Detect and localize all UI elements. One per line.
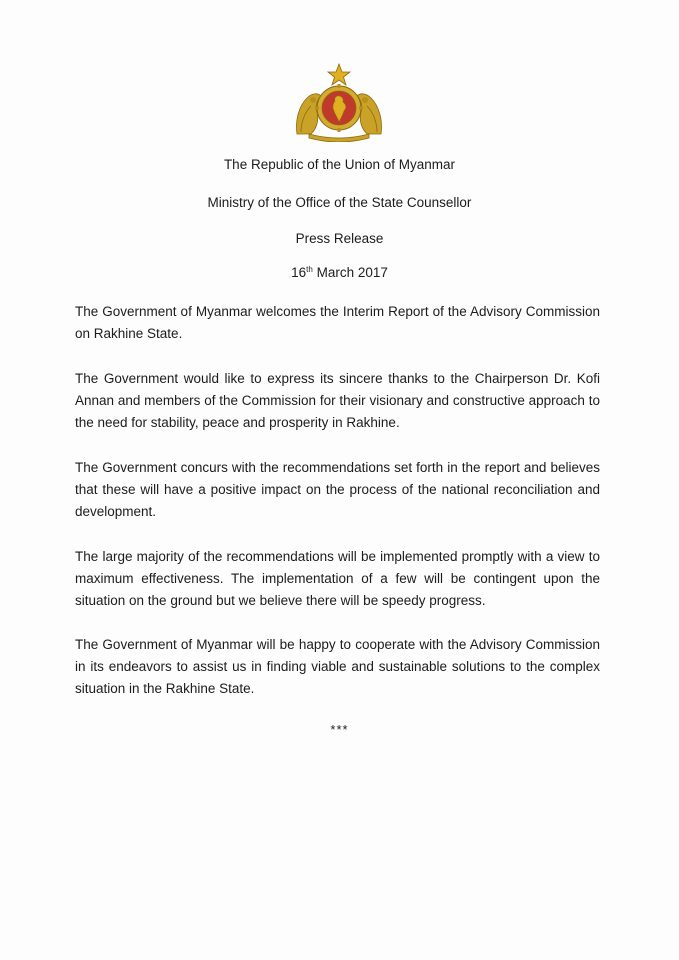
date-suffix: th — [306, 265, 313, 274]
paragraph-thanks: The Government would like to express its sincere thanks to the Chairperson Dr. Kofi Annan and members of the Commission for their visionary and constructive approach to the need for stability, peace and prosperity in Rakhine. — [75, 371, 600, 430]
press-release-heading: Press Release — [295, 231, 384, 246]
state-seal-emblem — [291, 62, 387, 142]
paragraph-concurs: The Government concurs with the recommendations set forth in the report and believes that these will have a positive impact on the process of the national reconciliation and development. — [75, 460, 600, 519]
ministry-heading: Ministry of the Office of the State Counsellor — [207, 195, 472, 210]
release-date — [0, 264, 679, 282]
republic-heading: The Republic of the Union of Myanmar — [223, 157, 456, 172]
paragraph-welcome: The Government of Myanmar welcomes the Interim Report of the Advisory Commission on Rakhine State. — [75, 304, 600, 341]
date-month-year: March 2017 — [312, 265, 388, 280]
paragraph-implementation: The large majority of the recommendations will be implemented promptly with a view to maximum effectiveness. The implementation of a few will be contingent upon the situation on the ground but we believe there will be speedy progress. — [75, 549, 600, 608]
seal-icon — [291, 62, 387, 142]
paragraph-cooperation: The Government of Myanmar will be happy to cooperate with the Advisory Commission in its endeavors to assist us in finding viable and sustainable solutions to the complex situation in the Rakhine State. — [75, 637, 600, 696]
end-mark: *** — [330, 722, 349, 737]
date-day: 16 — [291, 265, 307, 280]
